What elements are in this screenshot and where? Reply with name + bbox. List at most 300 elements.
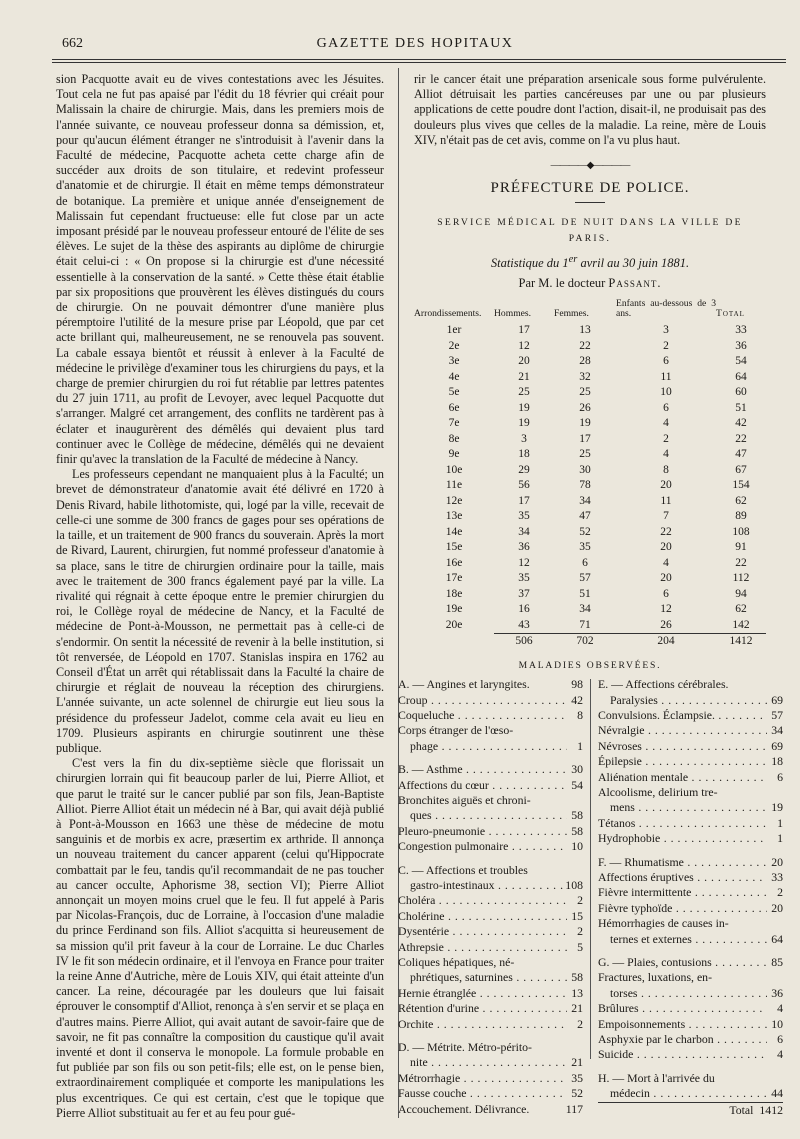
stats-cell: 6 bbox=[582, 556, 588, 569]
maladies-value: 69 bbox=[771, 692, 783, 707]
maladies-label: Paralysies . . . bbox=[598, 693, 767, 708]
stats-total-cell: 506 bbox=[494, 634, 554, 650]
left-paragraph-2: Les professeurs cependant ne manquaient plus à la Faculté; un brevet de démonstrateur d'anatomie avait été délivré en 1720 à Denis Rivard, habile lithotomiste, qui, logé par la ville, recevait de celle-ci une somme de 300 francs de gages pour ses opérations de la taille, et un traitement de 900 francs du souverain. Après la mort de Rivard, Laurent, chirurgien, fut nommé professeur d'anatomie à sa place, sans le titre de chirurgien ordinaire pour la taille, mais avec le traitement de 300 francs également payé par la ville. La rivalité qui régnait à cette époque entre le premier chirurgien du roi, le Collège royal de médecine de Nancy, et la Faculté de médecine de Pont-à-Mousson, ne permettait pas à celle-ci de s'endormir. On sentit la nécessité de revenir à la belle institution, si tôt renversée, de Léopold en 1707. Stanislas inspira en 1762 au Conseil d'État un arrêt qui rétablissait dans la Faculté la chaire de chirurgie et réglait de nouveau la réception des chirurgiens. L'année suivante, un acte solennel de chirurgie eut lieu sous la présidence du professeur Jadelot, comme cela avait eu lieu en 1709. Plusieurs aspirants en chirurgie soutinrent une thèse publique. bbox=[56, 467, 384, 755]
maladies-label: Coqueluche . . . bbox=[398, 708, 567, 723]
maladies-label: Congestion pulmonaire . . . bbox=[398, 839, 567, 854]
maladies-value: 44 bbox=[771, 1086, 783, 1101]
maladies-label: Athrepsie . . . bbox=[398, 940, 567, 955]
maladies-row bbox=[398, 778, 583, 793]
stats-cell: 25 bbox=[579, 448, 591, 461]
stats-cell: 7e bbox=[448, 417, 460, 430]
stats-cell: 62 bbox=[735, 494, 747, 507]
maladies-gap bbox=[398, 1032, 583, 1040]
stats-cell: 3 bbox=[663, 324, 669, 337]
page-number: 662 bbox=[62, 36, 83, 51]
maladies-value: 1 bbox=[777, 815, 783, 830]
stats-cell: 52 bbox=[579, 525, 591, 538]
maladies-label: Hernie étranglée . . . bbox=[398, 986, 567, 1001]
maladies-heading: Hémorrhagies de causes in- bbox=[598, 916, 729, 931]
maladies-row bbox=[598, 754, 783, 769]
maladies-heading: D. — Métrite. Métro-périto- bbox=[398, 1040, 532, 1055]
stats-cell: 4 bbox=[663, 417, 669, 430]
maladies-value: 108 bbox=[565, 877, 583, 892]
maladies-row bbox=[598, 1086, 783, 1101]
maladies-row bbox=[598, 739, 783, 754]
stats-row bbox=[414, 401, 766, 417]
stats-cell: 8 bbox=[663, 463, 669, 476]
maladies-value: 57 bbox=[771, 707, 783, 722]
maladies-row bbox=[398, 893, 583, 908]
maladies-label: Accouchement. Délivrance. bbox=[398, 1101, 530, 1116]
stats-cell: 4 bbox=[663, 556, 669, 569]
stats-header-total: Total bbox=[716, 308, 745, 320]
maladies-row bbox=[398, 708, 583, 723]
maladies-row bbox=[398, 739, 583, 754]
stats-cell: 54 bbox=[735, 355, 747, 368]
stats-row bbox=[414, 447, 766, 463]
stats-cell: 32 bbox=[579, 370, 591, 383]
maladies-label: phage . . . bbox=[398, 739, 567, 754]
stats-row bbox=[414, 618, 766, 634]
maladies-gap bbox=[598, 847, 783, 855]
maladies-row bbox=[598, 855, 783, 870]
maladies-row bbox=[598, 816, 783, 831]
maladies-row bbox=[398, 808, 583, 823]
byline-name: Passant. bbox=[608, 276, 662, 291]
stats-cell: 13 bbox=[579, 324, 591, 337]
stats-cell: 36 bbox=[735, 339, 747, 352]
maladies-label: Névroses . . . bbox=[598, 739, 767, 754]
stats-cell: 6 bbox=[663, 355, 669, 368]
stats-cell: 30 bbox=[579, 463, 591, 476]
maladies-value: 54 bbox=[571, 777, 583, 792]
left-paragraph-1: sion Pacquotte avait eu de vives contestations avec les Jésuites. Tout cela ne fut pas apaisé par l'édit du 18 février qui créait pour Malissain la chaire de chirurgie. Mais, dans les premiers mois de l'année suivante, ce nouveau professeur donna sa démission, et, pour qu'aucun élément étranger ne s'introduisit à l'avenir dans la Faculté de médecine, Pacquotte acheta cette charge afin de succéder aux droits de son titulaire, et redevint professeur d'anatomie et de chirurgie. Il était en même temps démonstrateur de botanique. La première et unique année d'enseignement de Malissain fut cependant fructueuse: elle fut close par un acte imposant présidé par le nouveau professeur entouré de l'élite de ses élèves. Le sujet de la thèse des aspirants au diplôme de chirurgie était celui-ci : « On propose si la chirurgie est d'une nécessité essentielle à la conservation de la santé. » Cette thèse était établie par six propositions que prouvèrent les élèves distingués du cours de chirurgie. On ne pouvait démontrer d'une manière plus péremptoire l'utilité de la mesure prise par Léopold, que par cet acte brillant qui, malheureusement, ne se renouvela pas souvent. La cabale essaya bientôt et réussit à enlever à la Faculté de médecine le privilège d'examiner tous les chirurgiens du pays, et la charge de premier chirurgien du roi fut rétablie par lettres patentes du 27 juin 1711, au profit de Levoyer, avec lequel Pacquotte dut s'arranger. Malgré cet arrangement, des conflits ne tardèrent pas à éclater et inaugurèrent des démêlés qui devaient plus tard continuer avec le Collège de médecine, démêlés qui ne devaient finir qu'avec la translation de la Faculté de médecine à Nancy. bbox=[56, 72, 384, 467]
maladies-value: 58 bbox=[571, 970, 583, 985]
maladies-label: mens . . . bbox=[598, 800, 767, 815]
maladies-value: 98 bbox=[571, 677, 583, 692]
stats-row bbox=[414, 385, 766, 401]
stats-row bbox=[414, 339, 766, 355]
stats-cell: 64 bbox=[735, 370, 747, 383]
stats-total-cell: 204 bbox=[616, 634, 716, 650]
stats-cell: 21 bbox=[518, 370, 530, 383]
maladies-value: 10 bbox=[571, 839, 583, 854]
stats-cell: 15e bbox=[445, 541, 463, 554]
stats-cell: 37 bbox=[518, 587, 530, 600]
stats-totals-row bbox=[414, 634, 766, 650]
stats-row bbox=[414, 354, 766, 370]
maladies-gap bbox=[598, 947, 783, 955]
maladies-value: 85 bbox=[771, 955, 783, 969]
stats-cell: 34 bbox=[579, 494, 591, 507]
maladies-value: 69 bbox=[771, 738, 783, 753]
maladies-label: Métrorrhagie . . . bbox=[398, 1071, 567, 1086]
maladies-value: 36 bbox=[771, 985, 783, 1000]
page-header bbox=[50, 36, 780, 58]
stats-cell: 11 bbox=[660, 494, 672, 507]
maladies-heading: Bronchites aiguës et chroni- bbox=[398, 792, 531, 807]
maladies-value: 58 bbox=[571, 808, 583, 823]
stats-cell: 10e bbox=[445, 463, 463, 476]
stats-row bbox=[414, 370, 766, 386]
stats-cell: 20 bbox=[660, 572, 672, 585]
maladies-divider bbox=[590, 679, 591, 1059]
maladies-label: A. — Angines et laryngites. bbox=[398, 677, 530, 692]
maladies-heading: C. — Affections et troubles bbox=[398, 862, 528, 877]
section-title: PRÉFECTURE DE POLICE. bbox=[490, 180, 690, 197]
stats-cell: 78 bbox=[579, 479, 591, 492]
left-paragraph-3: C'est vers la fin du dix-septième siècle que florissait un chirurgien lorrain qui fit beaucoup parler de lui, Pierre Alliot, et que parut le traité sur le cancer publié par son fils, Jean-Baptiste Alliot. Pierre Alliot était un médecin né à Bar, qui avait déjà publié à Pont-à-Mousson en 1663 une thèse de médecine de motu sanguinis et de morbis ex acre, præsertim ex arthride. Il annonça un nouveau traitement du cancer apparent (celui qu'Hippocrate combattait par le feu, tandis qu'il recommandait de ne pas toucher au cancer occulte, Aphorisme 38, section VI); Pierre Alliot annonçait un moyen moins cruel que le feu. Il fut appelé à Paris par Nicolas-François, duc de Lorraine, à l'occasion d'une maladie du prince Ferdinand son fils. Alliot s'acquitta si heureusement de sa mission qu'il prit faveur à la cour de Lorraine. Le duc Charles IV le fit son médecin ordinaire, et il l'envoya en France pour traiter la reine Anne d'Autriche, mère de Louis XIV, qui était atteinte d'un cancer. La reine, découragée par les douleurs que lui faisait éprouver le consomptif d'Alliot, renonça à s'en servir et se plaça en d'autres mains. Pierre Alliot, qui avait autant de savoir-faire que de savoir, ne fit pas connaître la composition du caustique qu'il avait inventé et dont il conserva le monopole. La formule probable en fut publiée par son fils ou son petit-fils; elle est, on le pense bien, extraordinairement compliquée et comporte les manipulations les plus excentriques. Ce qui est certain, c'est que le topique que Pierre Alliot substituait au fer et au feu pour gué- bbox=[56, 756, 384, 1120]
stats-cell: 14e bbox=[445, 525, 463, 538]
maladies-row bbox=[598, 932, 783, 947]
byline bbox=[414, 276, 766, 291]
maladies-label: Fausse couche . . . bbox=[398, 1086, 567, 1101]
maladies-row bbox=[598, 870, 783, 885]
maladies-row bbox=[398, 909, 583, 924]
maladies-heading: E. — Affections cérébrales. bbox=[598, 677, 729, 692]
stats-cell: 12 bbox=[660, 603, 672, 616]
maladies-total-row bbox=[598, 1102, 783, 1118]
maladies-value: 4 bbox=[777, 1001, 783, 1016]
stats-cell: 89 bbox=[735, 510, 747, 523]
stats-header-hommes: Hommes. bbox=[494, 308, 532, 320]
header-rule-double bbox=[52, 62, 786, 63]
maladies-row bbox=[598, 1032, 783, 1047]
stats-cell: 47 bbox=[579, 510, 591, 523]
stats-cell: 10 bbox=[660, 386, 672, 399]
maladies-row bbox=[398, 1102, 583, 1117]
stats-row bbox=[414, 587, 766, 603]
stats-cell: 20 bbox=[660, 479, 672, 492]
stats-cell: 62 bbox=[735, 603, 747, 616]
stats-cell: 22 bbox=[735, 432, 747, 445]
maladies-label: torses . . . bbox=[598, 986, 767, 1001]
maladies-value: 1 bbox=[777, 831, 783, 846]
maladies-row bbox=[598, 708, 783, 723]
maladies-list bbox=[398, 677, 783, 1117]
maladies-row bbox=[398, 762, 583, 777]
maladies-label: Épilepsie . . . bbox=[598, 754, 767, 769]
maladies-row bbox=[598, 800, 783, 815]
maladies-value: 10 bbox=[771, 1016, 783, 1031]
maladies-label: Cholérine . . . bbox=[398, 909, 567, 924]
maladies-row bbox=[398, 1055, 583, 1070]
maladies-label: Croup . . . bbox=[398, 693, 567, 708]
maladies-value: 1 bbox=[577, 738, 583, 753]
stats-row bbox=[414, 416, 766, 432]
stats-cell: 12 bbox=[518, 339, 530, 352]
maladies-label: Orchite . . . bbox=[398, 1017, 567, 1032]
maladies-gap bbox=[598, 1063, 783, 1071]
statistique-line bbox=[414, 252, 766, 271]
maladies-value: 64 bbox=[771, 931, 783, 946]
stats-cell: 71 bbox=[579, 618, 591, 631]
maladies-row bbox=[598, 1047, 783, 1062]
maladies-label: Affections du cœur . . . bbox=[398, 778, 567, 793]
maladies-row bbox=[398, 1071, 583, 1086]
stats-cell: 20 bbox=[660, 541, 672, 554]
maladies-value: 5 bbox=[577, 939, 583, 954]
stats-body bbox=[414, 323, 766, 650]
maladies-row bbox=[398, 924, 583, 939]
maladies-label: nite . . . bbox=[398, 1055, 567, 1070]
maladies-label: Rétention d'urine . . . bbox=[398, 1001, 567, 1016]
maladies-value: 52 bbox=[571, 1086, 583, 1101]
maladies-title: MALADIES OBSERVÉES. bbox=[518, 659, 662, 671]
maladies-label: Convulsions. Éclampsie. . . . bbox=[598, 708, 767, 723]
stats-cell: 60 bbox=[735, 386, 747, 399]
maladies-heading: Coliques hépatiques, né- bbox=[398, 955, 515, 969]
stats-cell: 4 bbox=[663, 448, 669, 461]
stats-cell: 2e bbox=[448, 339, 460, 352]
right-column bbox=[398, 72, 783, 1117]
stats-table bbox=[414, 297, 766, 650]
stats-row bbox=[414, 509, 766, 525]
stats-cell: 1er bbox=[446, 324, 462, 337]
stats-header-enfants: Enfants au-dessous de 3 ans. bbox=[616, 298, 716, 320]
maladies-label: Affections éruptives . . . bbox=[598, 870, 767, 885]
stats-cell: 13e bbox=[445, 510, 463, 523]
stats-cell: 20e bbox=[445, 619, 463, 632]
maladies-label: Empoisonnements . . . bbox=[598, 1017, 767, 1032]
maladies-value: 4 bbox=[777, 1047, 783, 1062]
stats-cell: 57 bbox=[579, 572, 591, 585]
maladies-label: Aliénation mentale . . . bbox=[598, 770, 767, 785]
stats-header-row bbox=[414, 297, 766, 323]
stats-cell: 16e bbox=[445, 556, 463, 569]
stats-cell: 36 bbox=[518, 541, 530, 554]
statistique-prefix: Statistique du bbox=[490, 255, 560, 270]
maladies-value: 21 bbox=[571, 1055, 583, 1070]
maladies-value: 20 bbox=[771, 900, 783, 915]
maladies-heading: Corps étranger de l'œso- bbox=[398, 723, 514, 738]
stats-cell: 11 bbox=[660, 370, 672, 383]
stats-cell: 29 bbox=[518, 463, 530, 476]
stats-cell: 12 bbox=[518, 556, 530, 569]
maladies-row bbox=[598, 723, 783, 738]
stats-header-arrondissements: Arrondissements. bbox=[414, 308, 482, 320]
left-column bbox=[56, 72, 384, 1121]
maladies-label: Fièvre intermittente . . . bbox=[598, 885, 767, 900]
maladies-value: 34 bbox=[771, 723, 783, 738]
stats-row bbox=[414, 602, 766, 618]
header-rule bbox=[52, 59, 786, 60]
maladies-gap bbox=[398, 754, 583, 762]
stats-cell: 18e bbox=[445, 587, 463, 600]
maladies-value: 1412 bbox=[759, 1102, 783, 1117]
maladies-row bbox=[398, 986, 583, 1001]
stats-cell: 33 bbox=[735, 324, 747, 337]
maladies-row bbox=[398, 693, 583, 708]
stats-cell: 20 bbox=[518, 355, 530, 368]
maladies-label: Tétanos . . . bbox=[598, 816, 767, 831]
maladies-label: ternes et externes . . . bbox=[598, 932, 767, 947]
maladies-value: 13 bbox=[571, 985, 583, 1000]
maladies-label: ques . . . bbox=[398, 808, 567, 823]
maladies-value: 20 bbox=[771, 854, 783, 869]
stats-cell: 25 bbox=[518, 386, 530, 399]
maladies-value: 18 bbox=[771, 754, 783, 769]
stats-row bbox=[414, 571, 766, 587]
maladies-label: Choléra . . . bbox=[398, 893, 567, 908]
service-heading: SERVICE MÉDICAL DE NUIT DANS LA VILLE DE PARIS. bbox=[437, 217, 743, 244]
title-separator bbox=[575, 202, 605, 203]
maladies-label: Dysentérie . . . bbox=[398, 924, 567, 939]
stats-cell: 47 bbox=[735, 448, 747, 461]
stats-cell: 34 bbox=[579, 603, 591, 616]
maladies-label: gastro-intestinaux . . . bbox=[398, 878, 563, 893]
maladies-row bbox=[398, 970, 583, 985]
maladies-value: 2 bbox=[577, 893, 583, 908]
maladies-value: 2 bbox=[577, 924, 583, 939]
stats-cell: 11e bbox=[445, 479, 463, 492]
maladies-row bbox=[598, 885, 783, 900]
stats-cell: 35 bbox=[579, 541, 591, 554]
stats-total-cell: 1412 bbox=[716, 634, 766, 650]
ornament-divider: ————◆———— bbox=[550, 160, 630, 172]
stats-cell: 12e bbox=[445, 494, 463, 507]
maladies-label: phrétiques, saturnines . . . bbox=[398, 970, 567, 985]
stats-cell: 6 bbox=[663, 587, 669, 600]
stats-cell: 154 bbox=[732, 479, 750, 492]
right-intro-paragraph: rir le cancer était une préparation arsenicale sous forme pulvérulente. Alliot détruisait les parties cancéreuses par une ou par plusieurs applications de cette poudre dont l'action, disait-il, ne produisait pas des douleurs plus vives que celles de la maladie. La reine, mère de Louis XIV, n'était pas de cet avis, comme on l'a vu plus haut. bbox=[414, 72, 766, 147]
stats-cell: 28 bbox=[579, 355, 591, 368]
stats-cell: 6 bbox=[663, 401, 669, 414]
maladies-column-2 bbox=[598, 677, 783, 1118]
maladies-row bbox=[398, 677, 583, 692]
maladies-value: 2 bbox=[577, 1016, 583, 1031]
stats-cell: 17e bbox=[445, 572, 463, 585]
maladies-column-1 bbox=[398, 677, 583, 1117]
maladies-row bbox=[398, 839, 583, 854]
stats-cell: 91 bbox=[735, 541, 747, 554]
stats-cell: 35 bbox=[518, 510, 530, 523]
maladies-value: 33 bbox=[771, 869, 783, 884]
byline-prefix: Par M. le docteur bbox=[518, 276, 606, 291]
maladies-value: 58 bbox=[571, 823, 583, 838]
stats-row bbox=[414, 525, 766, 541]
stats-cell: 22 bbox=[735, 556, 747, 569]
statistique-sup: er bbox=[568, 253, 578, 265]
stats-cell: 3 bbox=[521, 432, 527, 445]
stats-total-cell: 702 bbox=[554, 634, 616, 650]
stats-cell: 9e bbox=[448, 448, 460, 461]
statistique-suffix: avril au 30 juin 1881. bbox=[580, 255, 690, 270]
maladies-row bbox=[398, 940, 583, 955]
maladies-label: Névralgie . . . bbox=[598, 723, 767, 738]
stats-cell: 35 bbox=[518, 572, 530, 585]
stats-row bbox=[414, 463, 766, 479]
maladies-row bbox=[598, 831, 783, 846]
stats-cell: 8e bbox=[448, 432, 460, 445]
stats-cell: 19e bbox=[445, 603, 463, 616]
maladies-row bbox=[598, 955, 783, 970]
stats-cell: 26 bbox=[660, 618, 672, 631]
stats-cell: 7 bbox=[663, 510, 669, 523]
maladies-label: Asphyxie par le charbon . . . bbox=[598, 1032, 767, 1047]
maladies-value: 6 bbox=[777, 1032, 783, 1047]
stats-cell: 51 bbox=[735, 401, 747, 414]
stats-cell: 142 bbox=[732, 618, 750, 631]
stats-row bbox=[414, 323, 766, 339]
maladies-value: 8 bbox=[577, 707, 583, 722]
maladies-value: 2 bbox=[777, 885, 783, 900]
maladies-label: Fièvre typhoïde . . . bbox=[598, 901, 767, 916]
stats-cell: 17 bbox=[579, 432, 591, 445]
maladies-value: 19 bbox=[771, 800, 783, 815]
stats-cell: 3e bbox=[448, 355, 460, 368]
maladies-gap bbox=[398, 855, 583, 863]
stats-cell: 5e bbox=[448, 386, 460, 399]
stats-cell: 42 bbox=[735, 417, 747, 430]
maladies-label: Pleuro-pneumonie . . . bbox=[398, 824, 567, 839]
statistique-day: 1 bbox=[562, 255, 569, 270]
stats-cell: 17 bbox=[518, 494, 530, 507]
stats-cell: 2 bbox=[663, 339, 669, 352]
stats-header-femmes: Femmes. bbox=[554, 308, 589, 320]
maladies-label: B. — Asthme . . . bbox=[398, 762, 567, 777]
stats-cell: 19 bbox=[518, 401, 530, 414]
maladies-label: Hydrophobie . . . bbox=[598, 831, 767, 846]
maladies-heading: H. — Mort à l'arrivée du bbox=[598, 1070, 715, 1085]
stats-cell: 19 bbox=[579, 417, 591, 430]
maladies-label: Total bbox=[729, 1102, 754, 1117]
maladies-label: médecin . . . bbox=[598, 1086, 767, 1101]
stats-cell: 34 bbox=[518, 525, 530, 538]
maladies-value: 117 bbox=[565, 1101, 583, 1116]
maladies-row bbox=[398, 1017, 583, 1032]
maladies-value: 15 bbox=[571, 908, 583, 923]
stats-cell: 22 bbox=[660, 525, 672, 538]
stats-row bbox=[414, 540, 766, 556]
stats-cell: 4e bbox=[448, 370, 460, 383]
maladies-heading: Fractures, luxations, en- bbox=[598, 970, 713, 985]
maladies-row bbox=[598, 693, 783, 708]
stats-cell: 16 bbox=[518, 603, 530, 616]
maladies-row bbox=[398, 824, 583, 839]
maladies-row bbox=[398, 1086, 583, 1101]
maladies-label: Suicide . . . bbox=[598, 1047, 767, 1062]
stats-cell: 51 bbox=[579, 587, 591, 600]
stats-row bbox=[414, 494, 766, 510]
stats-cell: 19 bbox=[518, 417, 530, 430]
stats-cell: 25 bbox=[579, 386, 591, 399]
maladies-row bbox=[598, 901, 783, 916]
stats-row bbox=[414, 432, 766, 448]
maladies-value: 21 bbox=[571, 1001, 583, 1016]
stats-total-cell bbox=[414, 634, 494, 650]
maladies-label: Brûlures . . . bbox=[598, 1001, 767, 1016]
maladies-row bbox=[598, 986, 783, 1001]
journal-title: GAZETTE DES HOPITAUX bbox=[316, 36, 514, 51]
maladies-value: 35 bbox=[571, 1070, 583, 1085]
stats-cell: 94 bbox=[735, 587, 747, 600]
maladies-label: F. — Rhumatisme . . . bbox=[598, 855, 767, 870]
maladies-row bbox=[598, 770, 783, 785]
maladies-row bbox=[398, 878, 583, 893]
stats-cell: 67 bbox=[735, 463, 747, 476]
maladies-row bbox=[398, 1001, 583, 1016]
maladies-row bbox=[598, 1001, 783, 1016]
maladies-row bbox=[598, 1017, 783, 1032]
stats-row bbox=[414, 478, 766, 494]
maladies-value: 6 bbox=[777, 769, 783, 784]
stats-cell: 22 bbox=[579, 339, 591, 352]
stats-cell: 18 bbox=[518, 448, 530, 461]
stats-cell: 26 bbox=[579, 401, 591, 414]
stats-cell: 2 bbox=[663, 432, 669, 445]
maladies-value: 30 bbox=[571, 762, 583, 777]
